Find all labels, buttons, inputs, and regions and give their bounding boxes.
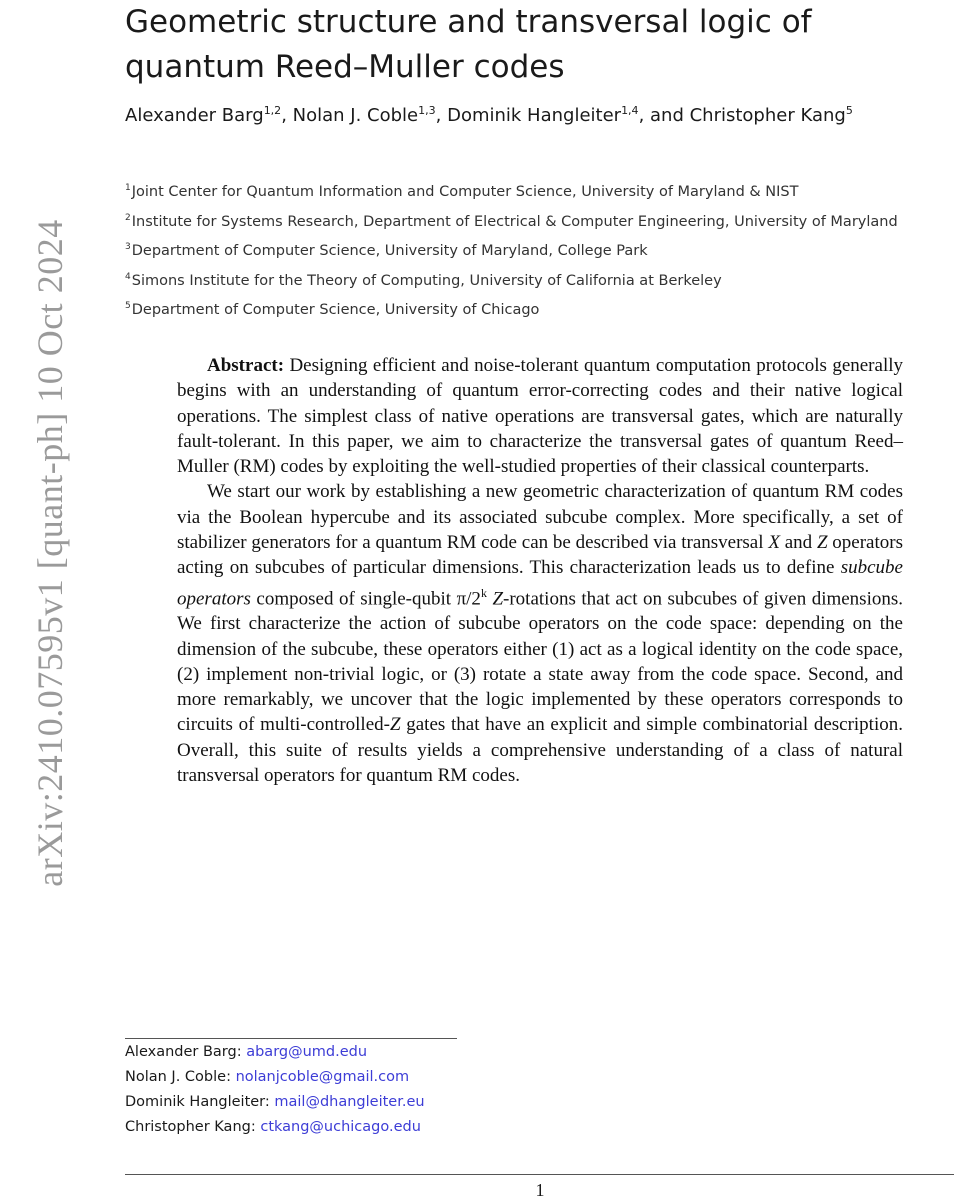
author-affiliation-marker: 1,2 [263,104,282,117]
author-name: Dominik Hangleiter [447,105,622,126]
author-affiliation-marker: 5 [845,104,853,117]
footnote-item: Christopher Kang: ctkang@uchicago.edu [125,1119,421,1135]
affiliation-item: $^4$Simons Institute for the Theory of Computing, University of California at Berkeley [125,271,722,289]
author-name: Nolan J. Coble [292,105,419,126]
page-number: 1 [535,1180,545,1200]
affiliation-item: $^3$Department of Computer Science, University of Maryland, College Park [125,242,648,259]
footnote-item: Alexander Barg: abarg@umd.edu [125,1044,368,1060]
author-affiliation-marker: 1,3 [418,104,436,117]
abstract [177,353,903,788]
affiliation-item: $^1$Joint Center for Quantum Information and Computer Science, University of Maryland & NIST [125,183,799,200]
abstract-paragraph: We start our work by establishing a new geometric characterization of quantum RM codes via the Boolean hypercube and its associated subcube complex. More specifically, a set of stabilizer generators for a quantum RM code can be described via transversal X and Z operators acting on subcubes of particular dimensions. This characterization leads us to define subcube operators composed of single-qubit π/2$^k$ Z-rotations that act on subcubes of given dimensions. We first characterize the action of subcube operators on the code space: depending on the dimension of the subcube, these operators either (1) act as a logical identity on the code space, (2) implement non-trivial logic, or (3) rotate a state away from the code space. Second, and more remarkably, we uncover that the logic implemented by these operators corresponds to circuits of multi-controlled-Z gates that have an explicit and simple combinatorial description. Overall, this suite of results yields a comprehensive understanding of a class of natural transversal operators for quantum RM codes. [177,481,904,787]
author-name: Christopher Kang [689,105,846,126]
math-expression: π/2 [456,588,481,609]
email-link[interactable]: nolanjcoble@gmail.com [235,1069,410,1085]
footnote-item: Dominik Hangleiter: mail@dhangleiter.eu [125,1094,425,1110]
footnote-list [125,1040,425,1140]
emphasized-term: subcube operators [177,557,903,609]
page-footer-divider [125,1174,954,1175]
footnote-divider [125,1038,457,1039]
paper-title: Geometric structure and transversal logic of quantum Reed–Muller codes [125,4,812,85]
footnote-item: Nolan J. Coble: nolanjcoble@gmail.com [125,1069,410,1085]
affiliation-list [125,176,898,324]
author-name: Alexander Barg [125,105,264,126]
abstract-label: Abstract: [207,355,285,376]
email-link[interactable]: mail@dhangleiter.eu [274,1094,425,1110]
abstract-paragraph: Abstract: Designing efficient and noise-tolerant quantum computation protocols generally begins with an understanding of quantum error-correcting codes and their native logical operations. The simplest class of native operations are transversal gates, which are naturally fault-tolerant. In this paper, we aim to characterize the transversal gates of quantum Reed–Muller (RM) codes by exploiting the well-studied properties of their classical counterparts. [177,355,904,478]
email-link[interactable]: abarg@umd.edu [246,1044,368,1060]
affiliation-item: $^2$Institute for Systems Research, Department of Electrical & Computer Engineering, University of Maryland [125,212,898,230]
author-list: Alexander Barg$^{1,2}$, Nolan J. Coble$^{1,3}$, Dominik Hangleiter$^{1,4}$, and Christopher Kang$^5$ [125,104,853,126]
author-affiliation-marker: 1,4 [621,104,639,117]
email-link[interactable]: ctkang@uchicago.edu [260,1119,421,1135]
affiliation-item: $^5$Department of Computer Science, University of Chicago [125,301,540,318]
arxiv-identifier: arXiv:2410.07595v1 [quant-ph] 10 Oct 2024 [30,219,70,887]
